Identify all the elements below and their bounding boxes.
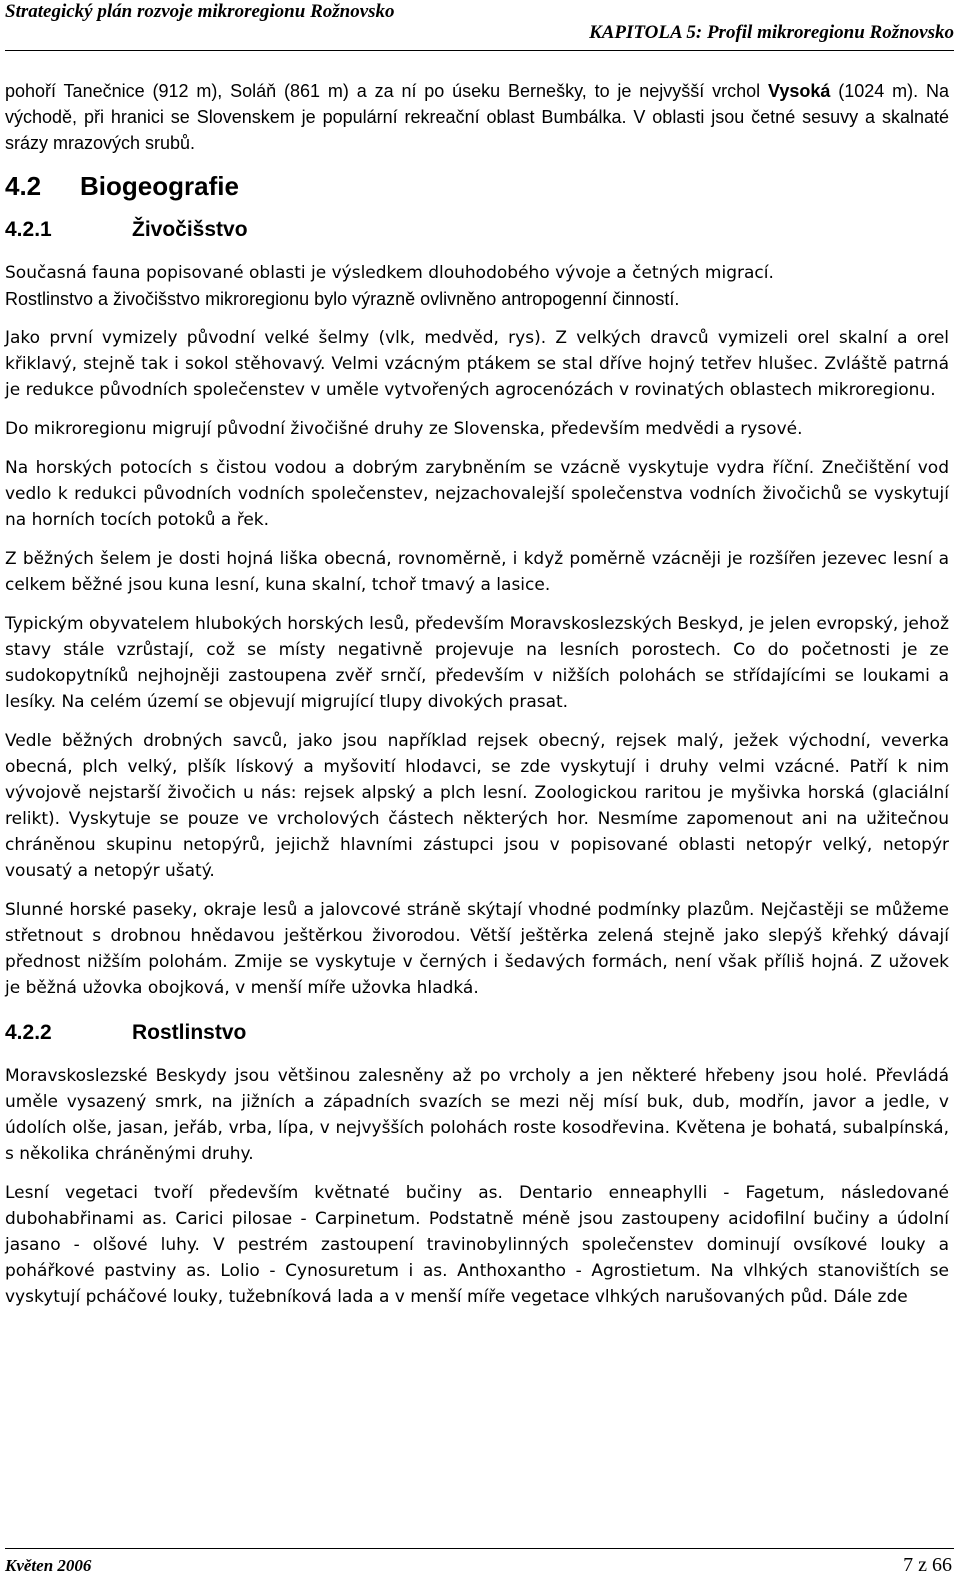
fauna-paragraph: Jako první vymizely původní velké šelmy (vlk, medvěd, rys). Z velkých dravců vymizeli orel skalní a orel křiklavý, stejně tak i sokol stěhovavý. Velmi vzácným ptákem se stal dříve hojný tetřev hlušec. Zvláště patrná je redukce původních společenstev v uměle vytvořených agrocenózách v rovinatých oblastech mikroregionu. — [5, 328, 949, 400]
fauna-paragraph: Slunné horské paseky, okraje lesů a jalovcové stráně skýtají vhodné podmínky plazům. Nejčastěji se můžeme střetnout s drobnou hnědavou ještěrkou živorodou. Větší ještěrka zelená stejně jako slepýš křehký dávají přednost nižším polohám. Zmije se vyskytuje v černých i šedavých formách, není však příliš hojná. Z užovek je běžná užovka obojková, v menší míře užovka hladká. — [5, 900, 949, 998]
section-number: 4.2 — [5, 171, 42, 201]
subsection-number: 4.2.2 — [5, 1021, 52, 1044]
subsection-heading-zivocisstvo — [5, 216, 949, 244]
footer-date: Květen 2006 — [5, 1556, 92, 1575]
fauna-paragraph: Z běžných šelem je dosti hojná liška obecná, rovnoměrně, i když poměrně vzácněji je rozšířen jezevec lesní a celkem běžné jsou kuna lesní, kuna skalní, tchoř tmavý a lasice. — [5, 549, 949, 595]
subsection-heading-rostlinstvo — [5, 1019, 949, 1047]
chapter-title: KAPITOLA 5: Profil mikroregionu Rožnovsko — [589, 22, 954, 43]
section-heading-biogeografie — [5, 170, 949, 202]
page-header — [0, 0, 960, 60]
fauna-paragraph: Současná fauna popisované oblasti je výsledkem dlouhodobého vývoje a četných migrací. — [5, 263, 774, 283]
subsection-number: 4.2.1 — [5, 218, 52, 241]
page-footer — [0, 1540, 960, 1585]
intro-bold-term: Vysoká — [768, 81, 831, 101]
fauna-paragraph: Na horských potocích s čistou vodou a dobrým zarybněním se vzácně vyskytuje vydra říční. Znečištění vod vedlo k redukci původních vodních společenstev, nejzachovalejší společenstva vodních živočichů se vyskytují na horních tocích potoků a řek. — [5, 458, 949, 530]
document-title: Strategický plán rozvoje mikroregionu Rožnovsko — [5, 1, 395, 22]
header-divider — [5, 50, 954, 51]
section-title: Biogeografie — [80, 171, 239, 201]
page-body — [5, 78, 949, 1323]
subsection-title: Živočišstvo — [132, 218, 248, 241]
fauna-paragraph: Vedle běžných drobných savců, jako jsou například rejsek obecný, rejsek malý, ježek východní, veverka obecná, plch velký, plšík lískový a myšovití hlodavci, se zde vyskytují i druhy velmi vzácné. Patří k nim vývojově nejstarší živočich u nás: rejsek alpský a plch lesní. Zoologickou raritou je myšivka horská (glaciální relikt). Vyskytuje se pouze ve vrcholových částech některých hor. Nesmíme zapomenout ani na užitečnou chráněnou skupinu netopýrů, jejichž hlavními zástupci jsou v popisované oblasti netopýr velký, netopýr vousatý a netopýr ušatý. — [5, 731, 949, 881]
fauna-paragraph: Rostlinstvo a živočišstvo mikroregionu bylo výrazně ovlivněno antropogenní činností. — [5, 289, 680, 309]
intro-paragraph — [5, 78, 949, 156]
fauna-paragraph: Do mikroregionu migrují původní živočišné druhy ze Slovenska, především medvědi a rysové. — [5, 419, 803, 439]
intro-line: pohoří Tanečnice (912 m), Soláň (861 m) a za ní po úseku Bernešky, to je nejvyšší vrchol — [5, 81, 761, 101]
fauna-paragraph: Typickým obyvatelem hlubokých horských lesů, především Moravskoslezských Beskyd, je jelen evropský, jehož stavy stále vzrůstají, což se místy negativně projevuje na lesních porostech. Co do početnosti je ze sudokopytníků nejhojněji zastoupena zvěř srnčí, především v nižších polohách se střídajícími se loukami a lesíky. Na celém území se objevují migrující tlupy divokých prasat. — [5, 614, 949, 712]
flora-paragraph: Lesní vegetaci tvoří především květnaté bučiny as. Dentario enneaphylli - Fagetum, následované dubohabřinami as. Carici pilosae - Carpinetum. Podstatně méně jsou zastoupeny acidofilní bučiny a údolní jasano - olšové luhy. V pestrém zastoupení travinobylinných společenstev dominují ovsíkové louky a pohářkové pastviny as. Lolio - Cynosuretum i as. Anthoxantho - Agrostietum. Na vlhkých stanovištích se vyskytují pcháčové louky, tužebníková lada a v menší míře vegetace vlhkých narušovaných půd. Dále zde — [5, 1183, 949, 1307]
subsection-title: Rostlinstvo — [132, 1021, 247, 1044]
page-number: 7 z 66 — [903, 1554, 952, 1576]
intro-rest: (1024 m). Na východě, při hranici se Slovenskem je populární rekreační oblast Bumbálka. V oblasti jsou četné sesuvy a skalnaté srázy mrazových srubů. — [5, 81, 949, 153]
flora-paragraph: Moravskoslezské Beskydy jsou většinou zalesněny až po vrcholy a jen některé hřebeny jsou holé. Převládá uměle vysazený smrk, na jižních a západních svazích se mezi něj mísí buk, dub, modřín, javor a jedle, v údolích olše, jasan, jeřáb, vrba, lípa, v nejvyšších polohách roste kosodřevina. Květena je bohatá, subalpínská, s několika chráněnými druhy. — [5, 1066, 949, 1164]
footer-divider — [5, 1548, 954, 1549]
